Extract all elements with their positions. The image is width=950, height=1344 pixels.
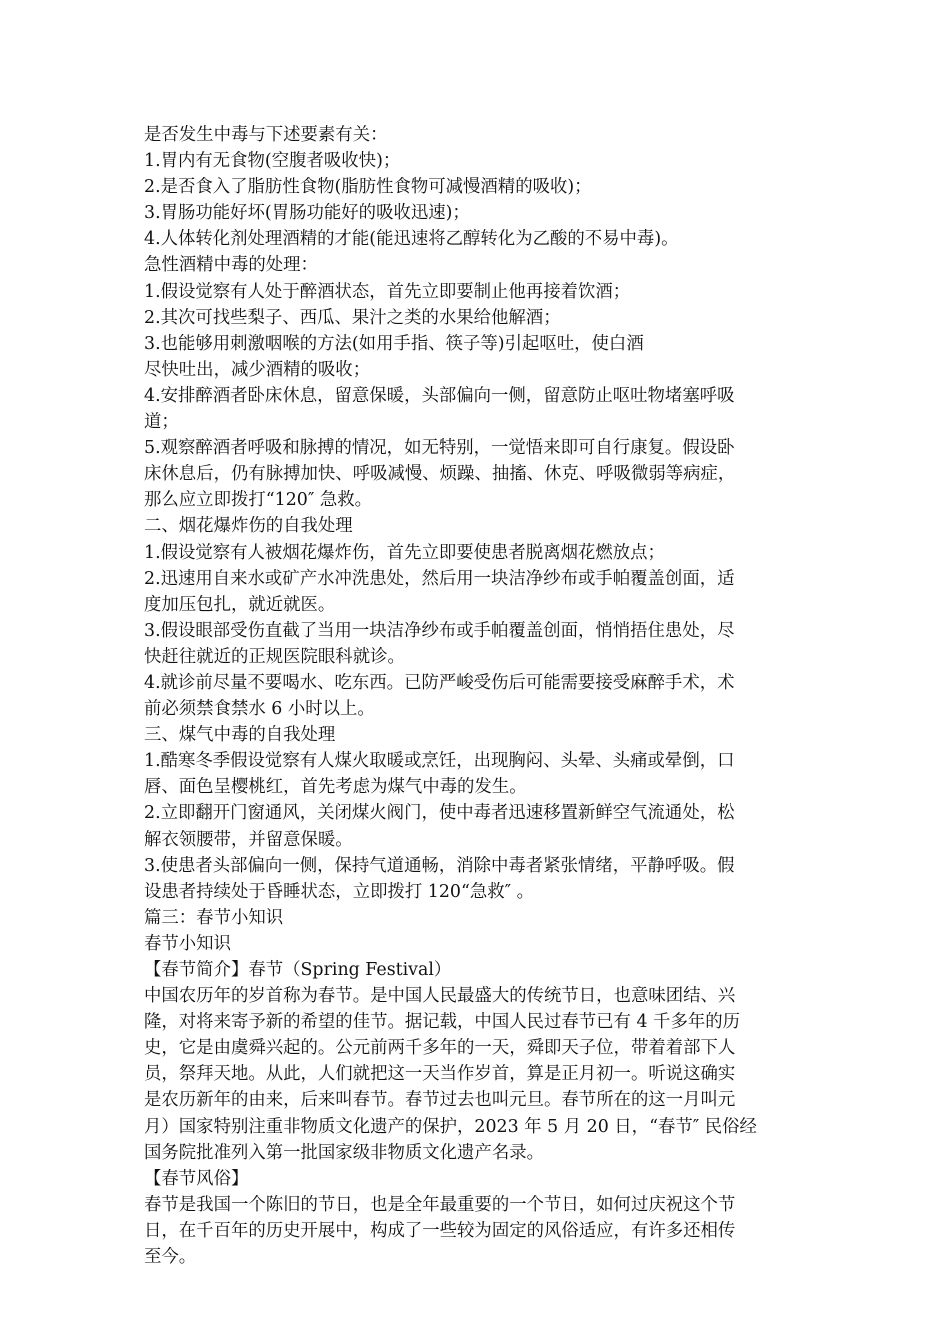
text-line: 春节是我国一个陈旧的节日，也是全年最重要的一个节日，如何过庆祝这个节 (144, 1194, 736, 1215)
text-line: 隆，对将来寄予新的希望的佳节。据记载，中国人民过春节已有 4 千多年的历 (144, 1012, 741, 1033)
text-line: 床休息后，仍有脉搏加快、呼吸减慢、烦躁、抽搐、休克、呼吸微弱等病症， (144, 464, 736, 485)
text-line: 2.立即翻开门窗通风，关闭煤火阀门，使中毒者迅速移置新鲜空气流通处，松 (144, 803, 735, 824)
text-line: 员，祭拜天地。从此，人们就把这一天当作岁首，算是正月初一。听说这确实 (144, 1064, 736, 1085)
text-line: 月）国家特别注重非物质文化遗产的保护，2023 年 5 月 20 日，“春节″ 民俗经 (144, 1116, 757, 1137)
section-heading: 【春节简介】春节（Spring Festival） (144, 960, 452, 980)
text-line: 4.人体转化剂处理酒精的才能(能迅速将乙醇转化为乙酸的不易中毒)。 (144, 229, 679, 250)
text-line: 道； (144, 412, 179, 433)
text-line: 1.酷寒冬季假设觉察有人煤火取暖或烹饪，出现胸闷、头晕、头痛或晕倒，口 (144, 751, 735, 772)
chapter-heading: 篇三：春节小知识 (144, 907, 284, 928)
text-line: 日，在千百年的历史开展中，构成了一些较为固定的风俗适应，有许多还相传 (144, 1220, 736, 1241)
text-line: 是农历新年的由来，后来叫春节。春节过去也叫元旦。春节所在的这一月叫元 (144, 1090, 736, 1111)
text-line: 3.使患者头部偏向一侧，保持气道通畅，消除中毒者紧张情绪，平静呼吸。假 (144, 855, 735, 876)
text-line: 设患者持续处于昏睡状态，立即拨打 120“急救″ 。 (144, 881, 535, 902)
text-line: 度加压包扎，就近就医。 (144, 594, 336, 615)
text-line: 国务院批准列入第一批国家级非物质文化遗产名录。 (144, 1142, 544, 1163)
text-line: 至今。 (144, 1247, 197, 1268)
text-line: 2.是否食入了脂肪性食物(脂肪性食物可减慢酒精的吸收)； (144, 177, 592, 198)
text-line: 唇、面色呈樱桃红，首先考虑为煤气中毒的发生。 (144, 777, 527, 798)
section-heading: 【春节风俗】 (144, 1168, 249, 1189)
text-line: 中国农历年的岁首称为春节。是中国人民最盛大的传统节日，也意味团结、兴 (144, 986, 736, 1007)
document-body (144, 122, 802, 1270)
text-line: 那么应立即拨打“120″ 急救。 (144, 490, 373, 511)
text-line: 2.其次可找些梨子、西瓜、果汁之类的水果给他解酒； (144, 307, 561, 328)
text-line: 史，它是由虞舜兴起的。公元前两千多年的一天，舜即天子位，带着着部下人 (144, 1038, 736, 1059)
text-line: 3.也能够用刺激咽喉的方法(如用手指、筷子等)引起呕吐，使白酒 (144, 333, 644, 354)
text-line: 3.胃肠功能好坏(胃肠功能好的吸收迅速)； (144, 203, 470, 224)
text-line: 4.就诊前尽量不要喝水、吃东西。已防严峻受伤后可能需要接受麻醉手术，术 (144, 672, 735, 693)
text-line: 尽快吐出，减少酒精的吸收； (144, 359, 371, 380)
section-heading: 急性酒精中毒的处理： (144, 255, 318, 276)
text-line: 是否发生中毒与下述要素有关： (144, 125, 388, 145)
text-line: 4.安排醉酒者卧床休息，留意保暖，头部偏向一侧，留意防止呕吐物堵塞呼吸 (144, 385, 735, 406)
text-line: 1.假设觉察有人被烟花爆炸伤，首先立即要使患者脱离烟花燃放点； (144, 542, 665, 563)
text-line: 解衣领腰带，并留意保暖。 (144, 829, 353, 850)
section-heading: 二、烟花爆炸伤的自我处理 (144, 516, 353, 537)
text-line: 1.假设觉察有人处于醉酒状态，首先立即要制止他再接着饮酒； (144, 281, 631, 302)
text-line: 前必须禁食禁水 6 小时以上。 (144, 699, 375, 720)
text-line: 1.胃内有无食物(空腹者吸收快)； (144, 151, 401, 172)
text-line: 5.观察醉酒者呼吸和脉搏的情况，如无特别，一觉悟来即可自行康复。假设卧 (144, 438, 735, 459)
section-heading: 三、煤气中毒的自我处理 (144, 725, 336, 746)
text-line: 3.假设眼部受伤直截了当用一块洁净纱布或手帕覆盖创面，悄悄捂住患处，尽 (144, 620, 735, 641)
text-line: 2.迅速用自来水或矿产水冲洗患处，然后用一块洁净纱布或手帕覆盖创面，适 (144, 568, 735, 589)
article-title: 春节小知识 (144, 933, 231, 954)
text-line: 快赶往就近的正规医院眼科就诊。 (144, 646, 405, 667)
